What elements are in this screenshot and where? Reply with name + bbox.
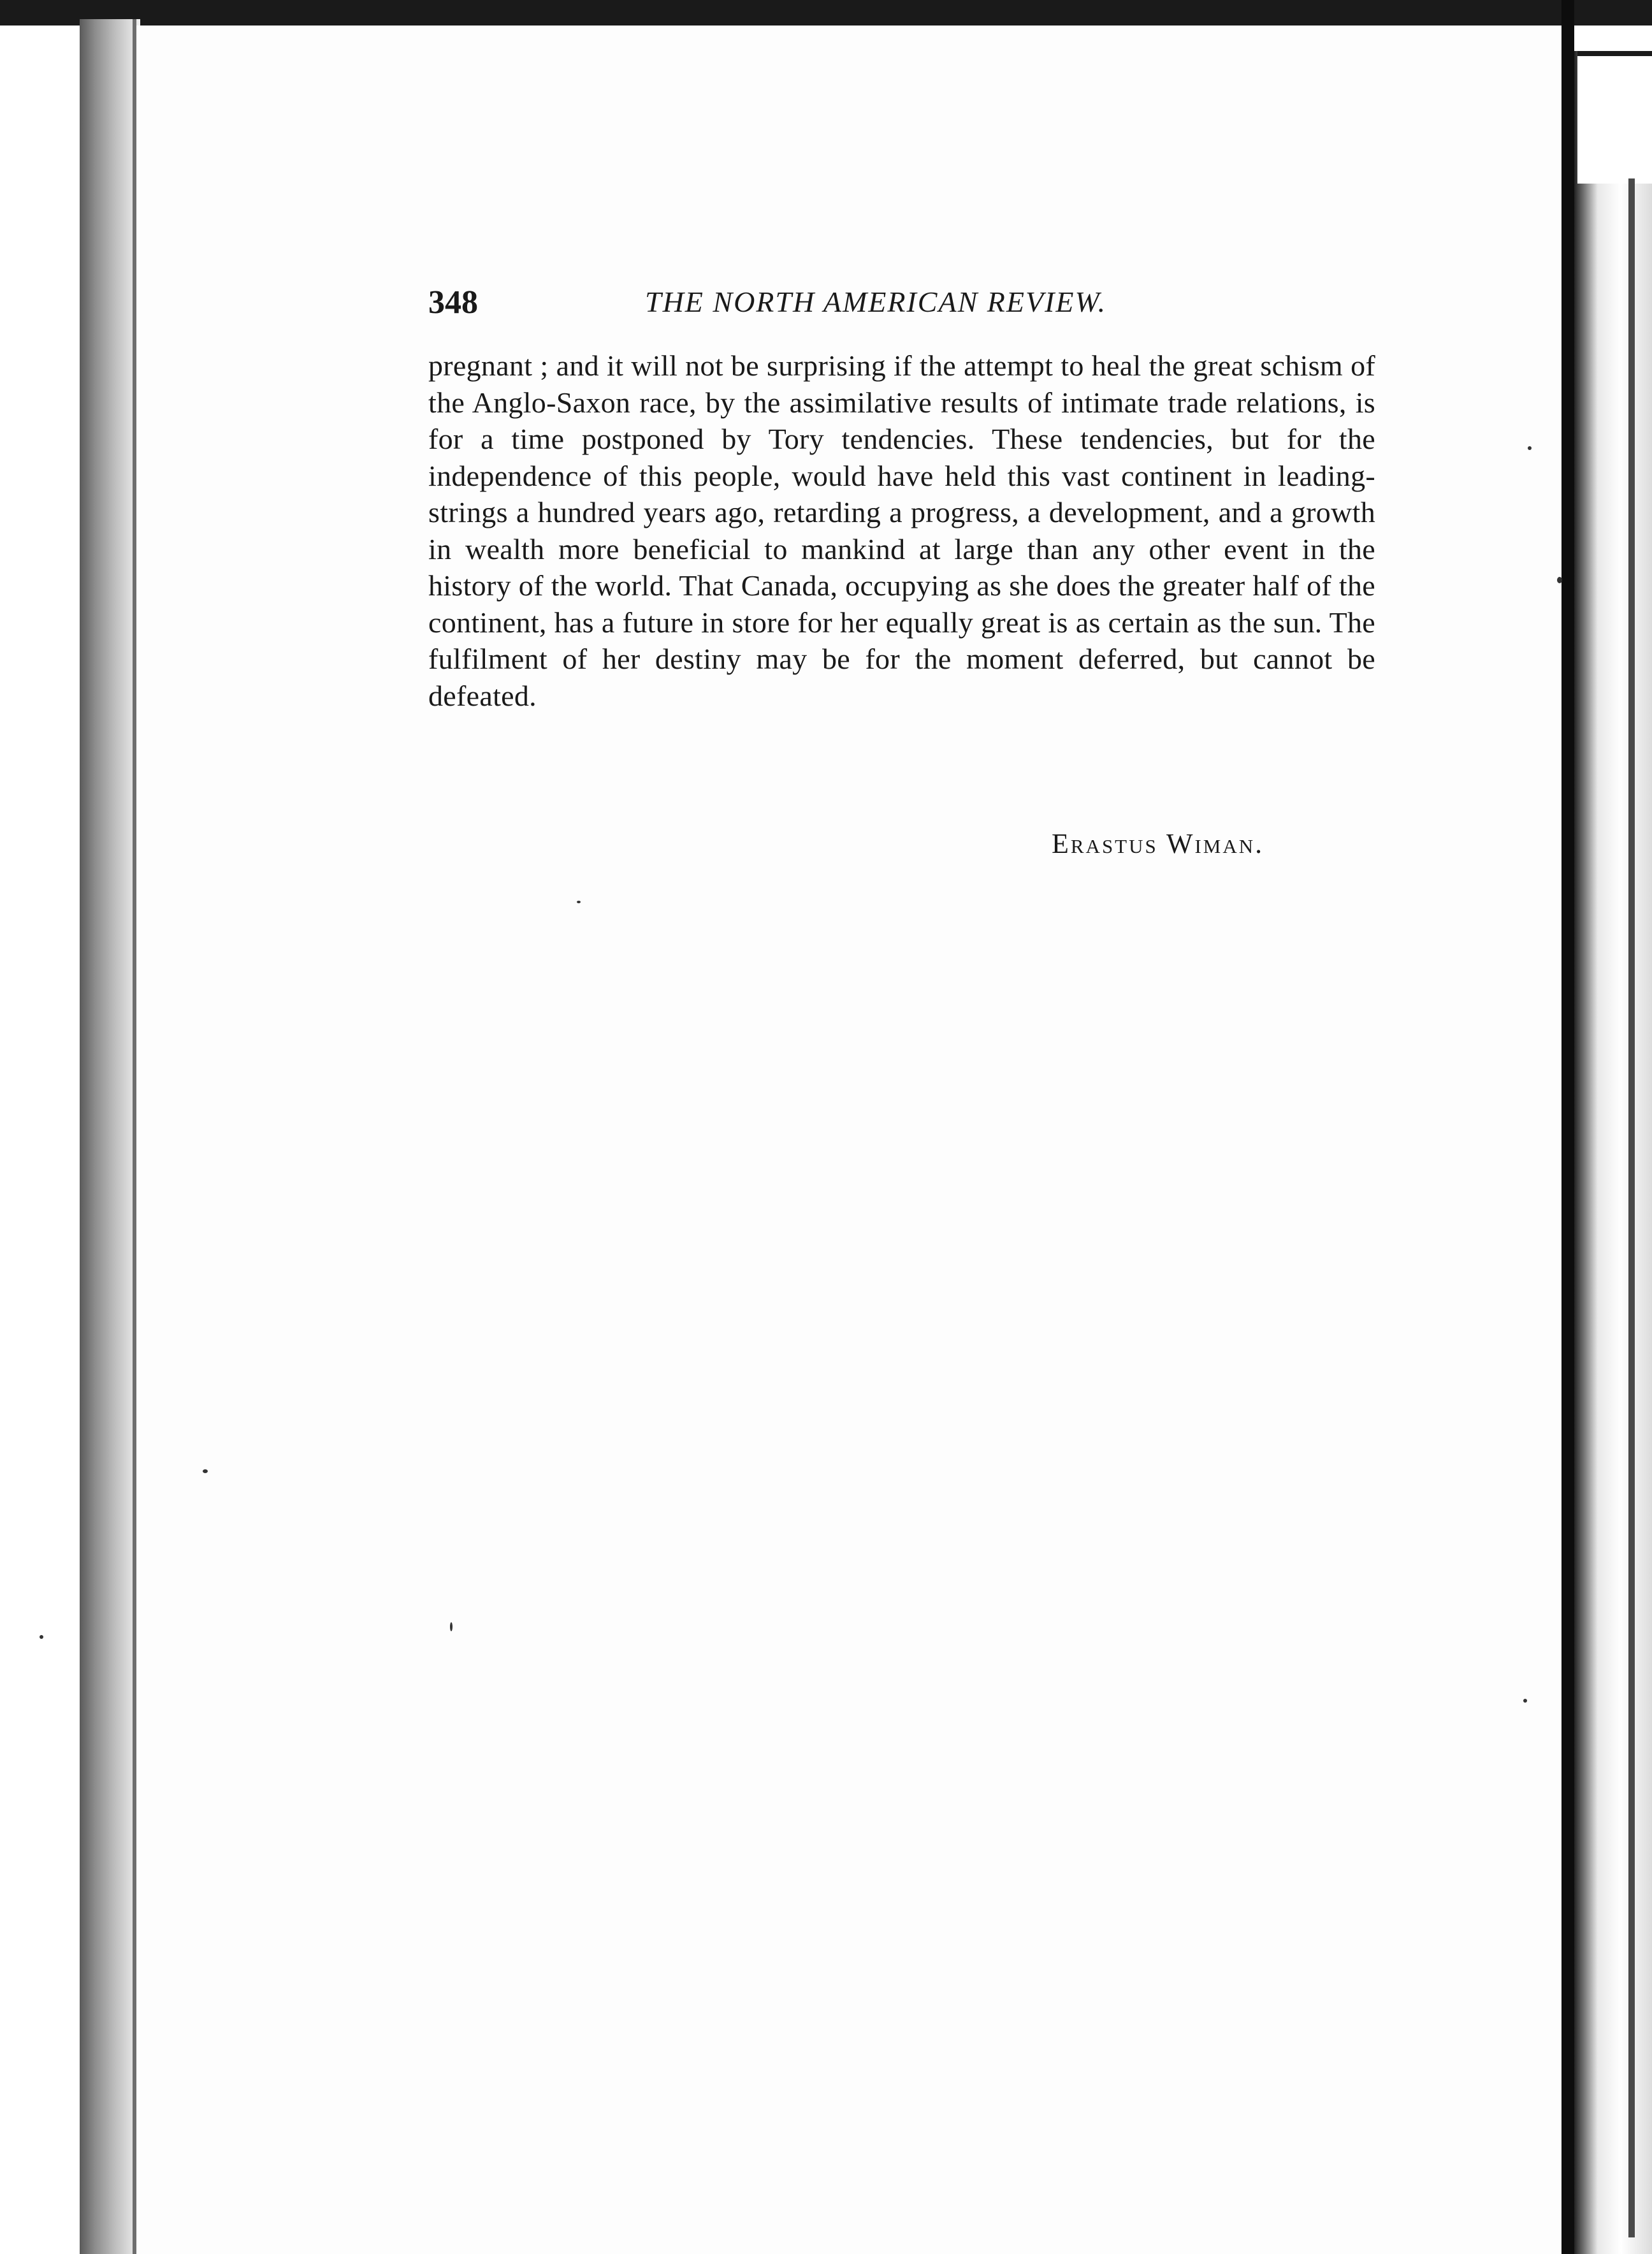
scan-border-top <box>0 0 1652 25</box>
scan-speck <box>1528 446 1532 450</box>
running-head: THE NORTH AMERICAN REVIEW. <box>645 286 1107 318</box>
scan-speck <box>203 1469 208 1473</box>
author-signature: Erastus Wiman. <box>1052 828 1264 859</box>
page-edge-right-shadow <box>1628 178 1635 2237</box>
page-header <box>428 284 1375 328</box>
scan-speck <box>1557 577 1562 583</box>
binding-gap <box>1561 0 1574 2254</box>
scan-speck <box>1523 1699 1527 1703</box>
page-edge-left <box>80 19 140 2254</box>
scan-speck <box>450 1622 453 1631</box>
scan-margin-left <box>0 0 76 2254</box>
scan-speck <box>40 1635 43 1639</box>
scan-speck <box>577 901 581 903</box>
body-paragraph: pregnant ; and it will not be surprising if the attempt to heal the great schism of the Anglo-Saxon race, by the assimilative results of intimate trade relations, is for a time postponed by Tory tendencies. These tendencies, but for the independence of this people, would have held this vast continent in leading-strings a hundred years ago, retarding a progress, a development, and a growth in wealth more beneficial to mankind at large than any other event in the history of the world. That Canada, occupying as she does the greater half of the continent, has a future in store for her equally great is as certain as the sun. The fulfilment of her destiny may be for the moment deferred, but cannot be defeated. <box>428 349 1375 712</box>
page-edge-right <box>1574 51 1652 2254</box>
page-number: 348 <box>428 284 478 321</box>
page-edge-right-top <box>1577 51 1652 184</box>
